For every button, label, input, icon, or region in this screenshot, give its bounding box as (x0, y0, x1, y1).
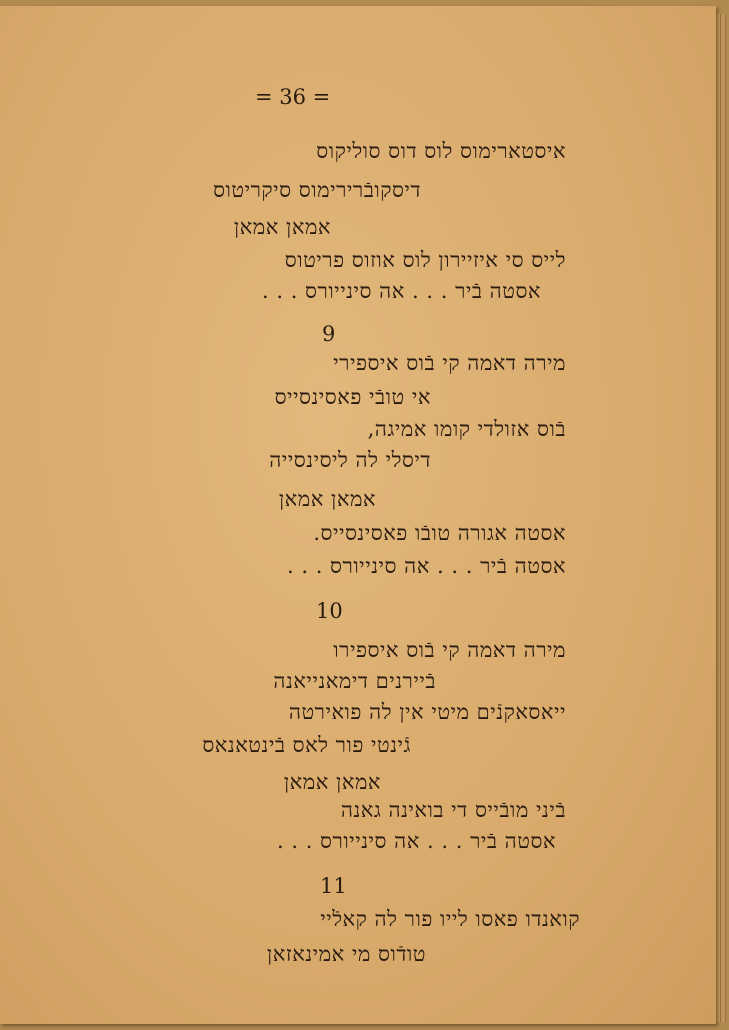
refrain-line: אסטה בֿיר . . . אה סינייורס . . . (277, 829, 556, 853)
verse-line: לייס סי איזיירון לוס אוזוס פריטוס (284, 248, 566, 272)
verse-line: גֿינטי פור לאס בֿינטאנאס (202, 733, 411, 757)
stanza-number: 10 (316, 599, 343, 623)
verse-line: מירה דאמה קי בֿוס איספירי (333, 351, 566, 375)
refrain-line: אסטה בֿיר . . . אה סינייורס . . . (262, 279, 541, 303)
page-edge (721, 14, 726, 1022)
verse-line: טודֿוס מי אמינאזאן (266, 942, 426, 966)
verse-line: בֿיני מובֿייס די בואינה גאנה (340, 798, 566, 822)
refrain-line: אסטה בֿיר . . . אה סינייורס . . . (287, 554, 566, 578)
verse-line: אי טובֿי פאסינסייס (274, 385, 431, 409)
page-edge (716, 14, 721, 1022)
stanza-number: 9 (322, 322, 336, 346)
verse-line: דיסלי לה ליסינסייה (269, 448, 431, 472)
verse-line: דיסקובֿרירימוס סיקריטוס (213, 178, 421, 202)
verse-line: ייאסאקנֿים מיטי אין לה פואירטה (288, 700, 566, 724)
verse-line: אמאן אמאן (278, 487, 376, 511)
verse-line: בֿוס אזולדי קומו אמיגה, (367, 417, 566, 441)
stanza-number: 11 (320, 874, 347, 898)
verse-line: אמאן אמאן (233, 215, 331, 239)
page-content (0, 6, 716, 1024)
verse-line: מירה דאמה קי בֿוס איספירו (333, 638, 566, 662)
verse-line: איסטארימוס לוס דוס סוליקוס (316, 139, 566, 163)
book-page (0, 6, 716, 1024)
verse-line: קואנדו פאסו לייו פור לה קאלֿיי (320, 907, 580, 931)
verse-line: אמאן אמאן (283, 770, 381, 794)
verse-line: בֿיירנים דימאנייאנה (273, 669, 436, 693)
verse-line: אסטה אגורה טובֿו פאסינסייס. (313, 521, 566, 545)
page-number: = 36 = (255, 85, 331, 109)
